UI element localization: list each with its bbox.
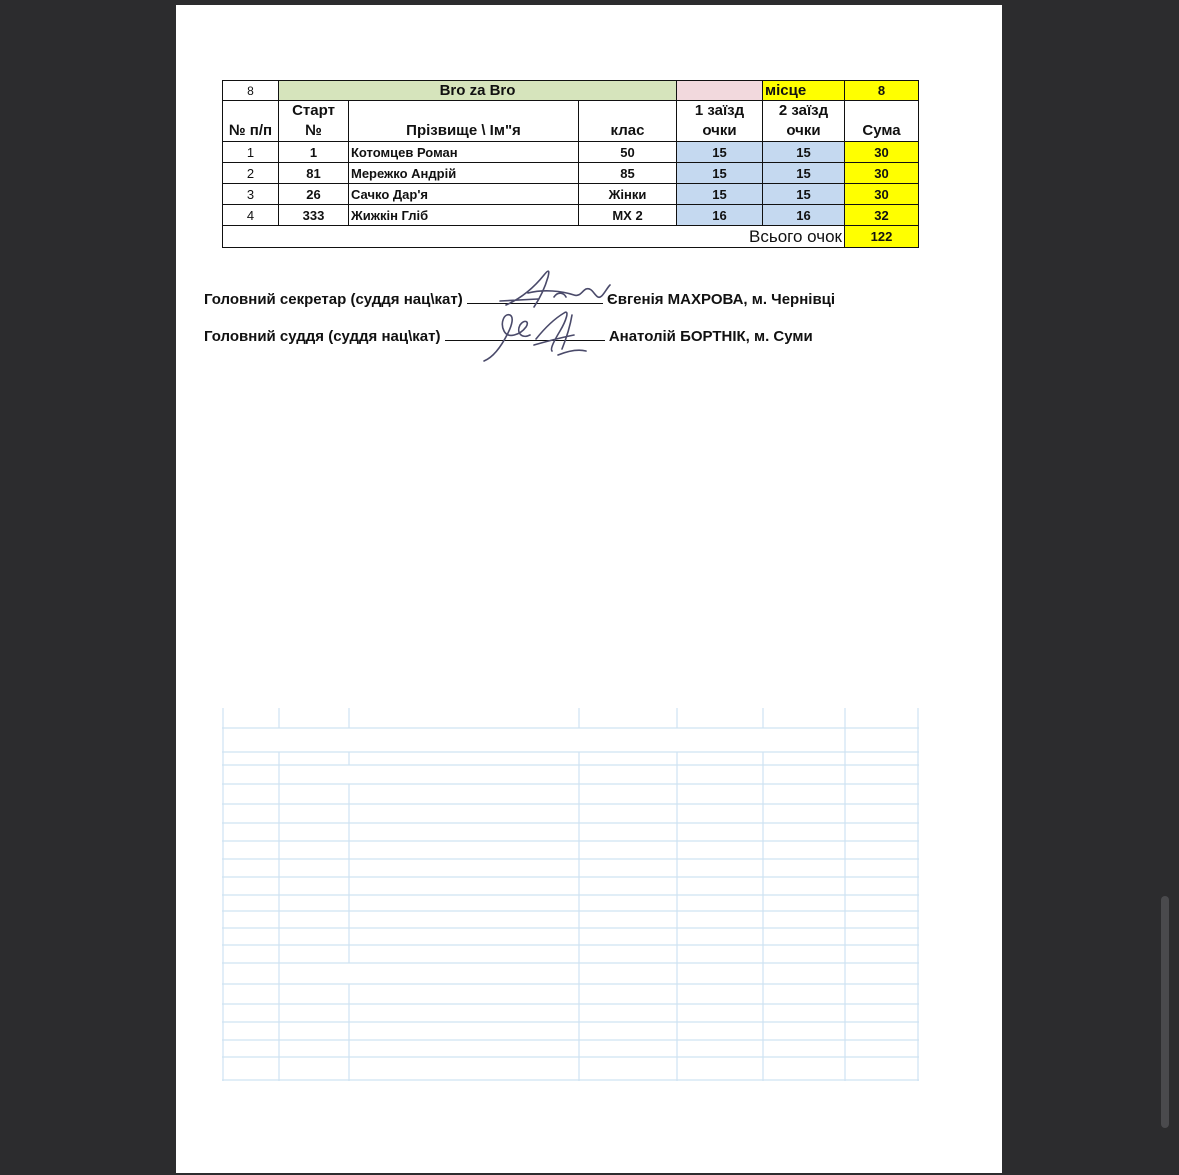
judge-title: Головний суддя (суддя нац\кат)	[204, 328, 441, 345]
cell-run2: 15	[763, 184, 845, 205]
total-row	[223, 226, 919, 248]
judge-name: Анатолій БОРТНІК, м. Суми	[608, 328, 813, 345]
cell-sum: 30	[845, 184, 919, 205]
header-start: Старт №	[279, 101, 349, 142]
cell-start: 333	[279, 205, 349, 226]
cell-class: Жінки	[579, 184, 677, 205]
secretary-title: Головний секретар (суддя нац\кат)	[204, 291, 463, 308]
document-page	[176, 5, 1002, 1173]
cell-class: 85	[579, 163, 677, 184]
header-run1: 1 заїзд очки	[677, 101, 763, 142]
cell-class: МХ 2	[579, 205, 677, 226]
cell-np: 4	[223, 205, 279, 226]
team-number: 8	[223, 81, 279, 101]
header-sum: Сума	[845, 101, 919, 142]
total-value: 122	[845, 226, 919, 248]
table-row	[223, 205, 919, 226]
header-np: № п/п	[223, 101, 279, 142]
cell-run1: 15	[677, 142, 763, 163]
place-value: 8	[845, 81, 919, 101]
judge-handwritten-signature	[474, 305, 614, 367]
cell-name: Мережко Андрій	[349, 163, 579, 184]
cell-name: Сачко Дар'я	[349, 184, 579, 205]
cell-name: Жижкін Гліб	[349, 205, 579, 226]
table-row	[223, 142, 919, 163]
secretary-name: Євгенія МАХРОВА, м. Чернівці	[607, 291, 836, 308]
cell-run2: 15	[763, 142, 845, 163]
cell-name: Котомцев Роман	[349, 142, 579, 163]
place-label: місце	[763, 81, 845, 101]
cell-start: 26	[279, 184, 349, 205]
cell-np: 1	[223, 142, 279, 163]
team-row	[223, 81, 919, 101]
cell-run2: 15	[763, 163, 845, 184]
cell-sum: 30	[845, 142, 919, 163]
header-class: клас	[579, 101, 677, 142]
cell-start: 1	[279, 142, 349, 163]
table-row	[223, 163, 919, 184]
team-name: Bro za Bro	[279, 81, 677, 101]
scrollbar-thumb[interactable]	[1161, 896, 1169, 1128]
total-label: Всього очок	[223, 226, 845, 248]
header-run2: 2 заїзд очки	[763, 101, 845, 142]
cell-sum: 32	[845, 205, 919, 226]
cell-np: 3	[223, 184, 279, 205]
cell-run1: 15	[677, 184, 763, 205]
cell-start: 81	[279, 163, 349, 184]
faded-table-grid	[222, 708, 919, 1081]
table-row	[223, 184, 919, 205]
team-empty-cell	[677, 81, 763, 101]
cell-run1: 15	[677, 163, 763, 184]
cell-sum: 30	[845, 163, 919, 184]
cell-class: 50	[579, 142, 677, 163]
results-table	[222, 80, 919, 248]
cell-run1: 16	[677, 205, 763, 226]
cell-np: 2	[223, 163, 279, 184]
header-row	[223, 101, 919, 142]
cell-run2: 16	[763, 205, 845, 226]
header-name: Прізвище \ Ім"я	[349, 101, 579, 142]
